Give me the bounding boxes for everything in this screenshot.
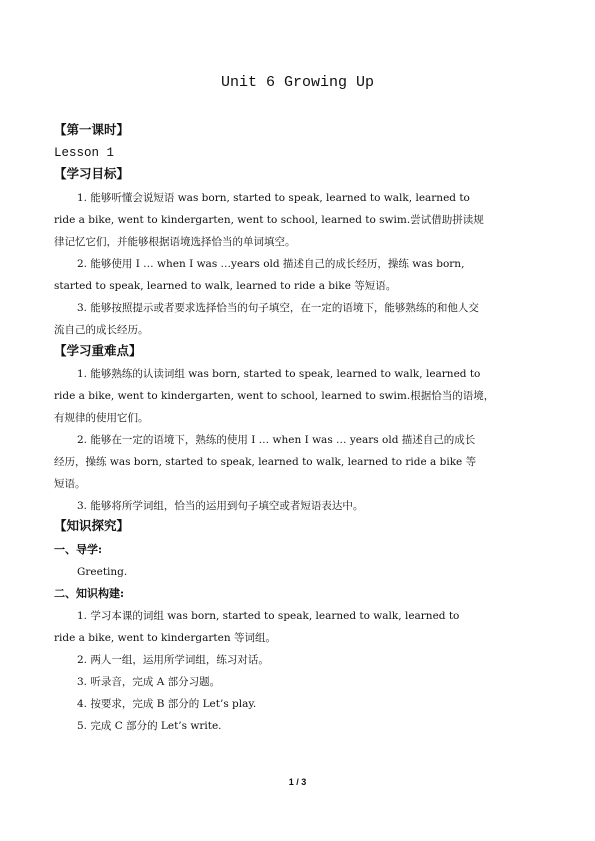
guide-text: Greeting. xyxy=(77,566,128,578)
period-heading: 【第一课时】 xyxy=(54,122,130,137)
goals-line: ride a bike, went to kindergarten, went to school, learned to swim.尝试借助拼读规 xyxy=(54,214,484,226)
key-points-line: 1. 能够熟练的认读词组 was born, started to speak, learned to walk, learned to xyxy=(77,368,481,380)
build-line: 4. 按要求，完成 B 部分的 Let’s play. xyxy=(77,698,257,710)
document-title: Unit 6 Growing Up xyxy=(220,74,375,91)
build-line: 5. 完成 C 部分的 Let’s write. xyxy=(77,720,222,732)
build-line: 3. 听录音，完成 A 部分习题。 xyxy=(77,676,221,688)
guide-heading: 一、导学: xyxy=(54,543,103,556)
key-points-line: 经历，操练 was born, started to speak, learned to walk, learned to ride a bike 等 xyxy=(54,456,477,468)
goals-line: started to speak, learned to walk, learned to ride a bike 等短语。 xyxy=(54,280,397,292)
key-points-line: 2. 能够在一定的语境下，熟练的使用 I … when I was … years old 描述自己的成长 xyxy=(77,434,476,446)
key-points-line: 有规律的使用它们。 xyxy=(54,412,149,424)
goals-line: 流自己的成长经历。 xyxy=(54,324,149,336)
goals-line: 1. 能够听懂会说短语 was born, started to speak, learned to walk, learned to xyxy=(77,192,470,204)
page-number: 1 / 3 xyxy=(288,777,307,787)
build-line: 1. 学习本课的词组 was born, started to speak, learned to walk, learned to xyxy=(77,610,460,622)
goals-line: 2. 能够使用 I … when I was …years old 描述自己的成长经历，操练 was born, xyxy=(77,258,465,270)
lesson-label: Lesson 1 xyxy=(54,146,115,160)
build-line: ride a bike, went to kindergarten 等词组。 xyxy=(54,632,276,644)
key-points-line: 3. 能够将所学词组，恰当的运用到句子填空或者短语表达中。 xyxy=(77,500,364,512)
key-points-heading: 【学习重难点】 xyxy=(54,343,142,358)
goals-line: 3. 能够按照提示或者要求选择恰当的句子填空，在一定的语境下，能够熟练的和他人交 xyxy=(77,302,479,314)
goals-heading: 【学习目标】 xyxy=(54,166,130,181)
key-points-line: ride a bike, went to kindergarten, went to school, learned to swim.根据恰当的语境， xyxy=(54,390,495,402)
build-line: 2. 两人一组，运用所学词组，练习对话。 xyxy=(77,654,269,666)
build-heading: 二、知识构建: xyxy=(54,587,125,600)
goals-line: 律记忆它们，并能够根据语境选择恰当的单词填空。 xyxy=(54,236,296,248)
key-points-line: 短语。 xyxy=(54,478,86,490)
explore-heading: 【知识探究】 xyxy=(54,518,130,533)
